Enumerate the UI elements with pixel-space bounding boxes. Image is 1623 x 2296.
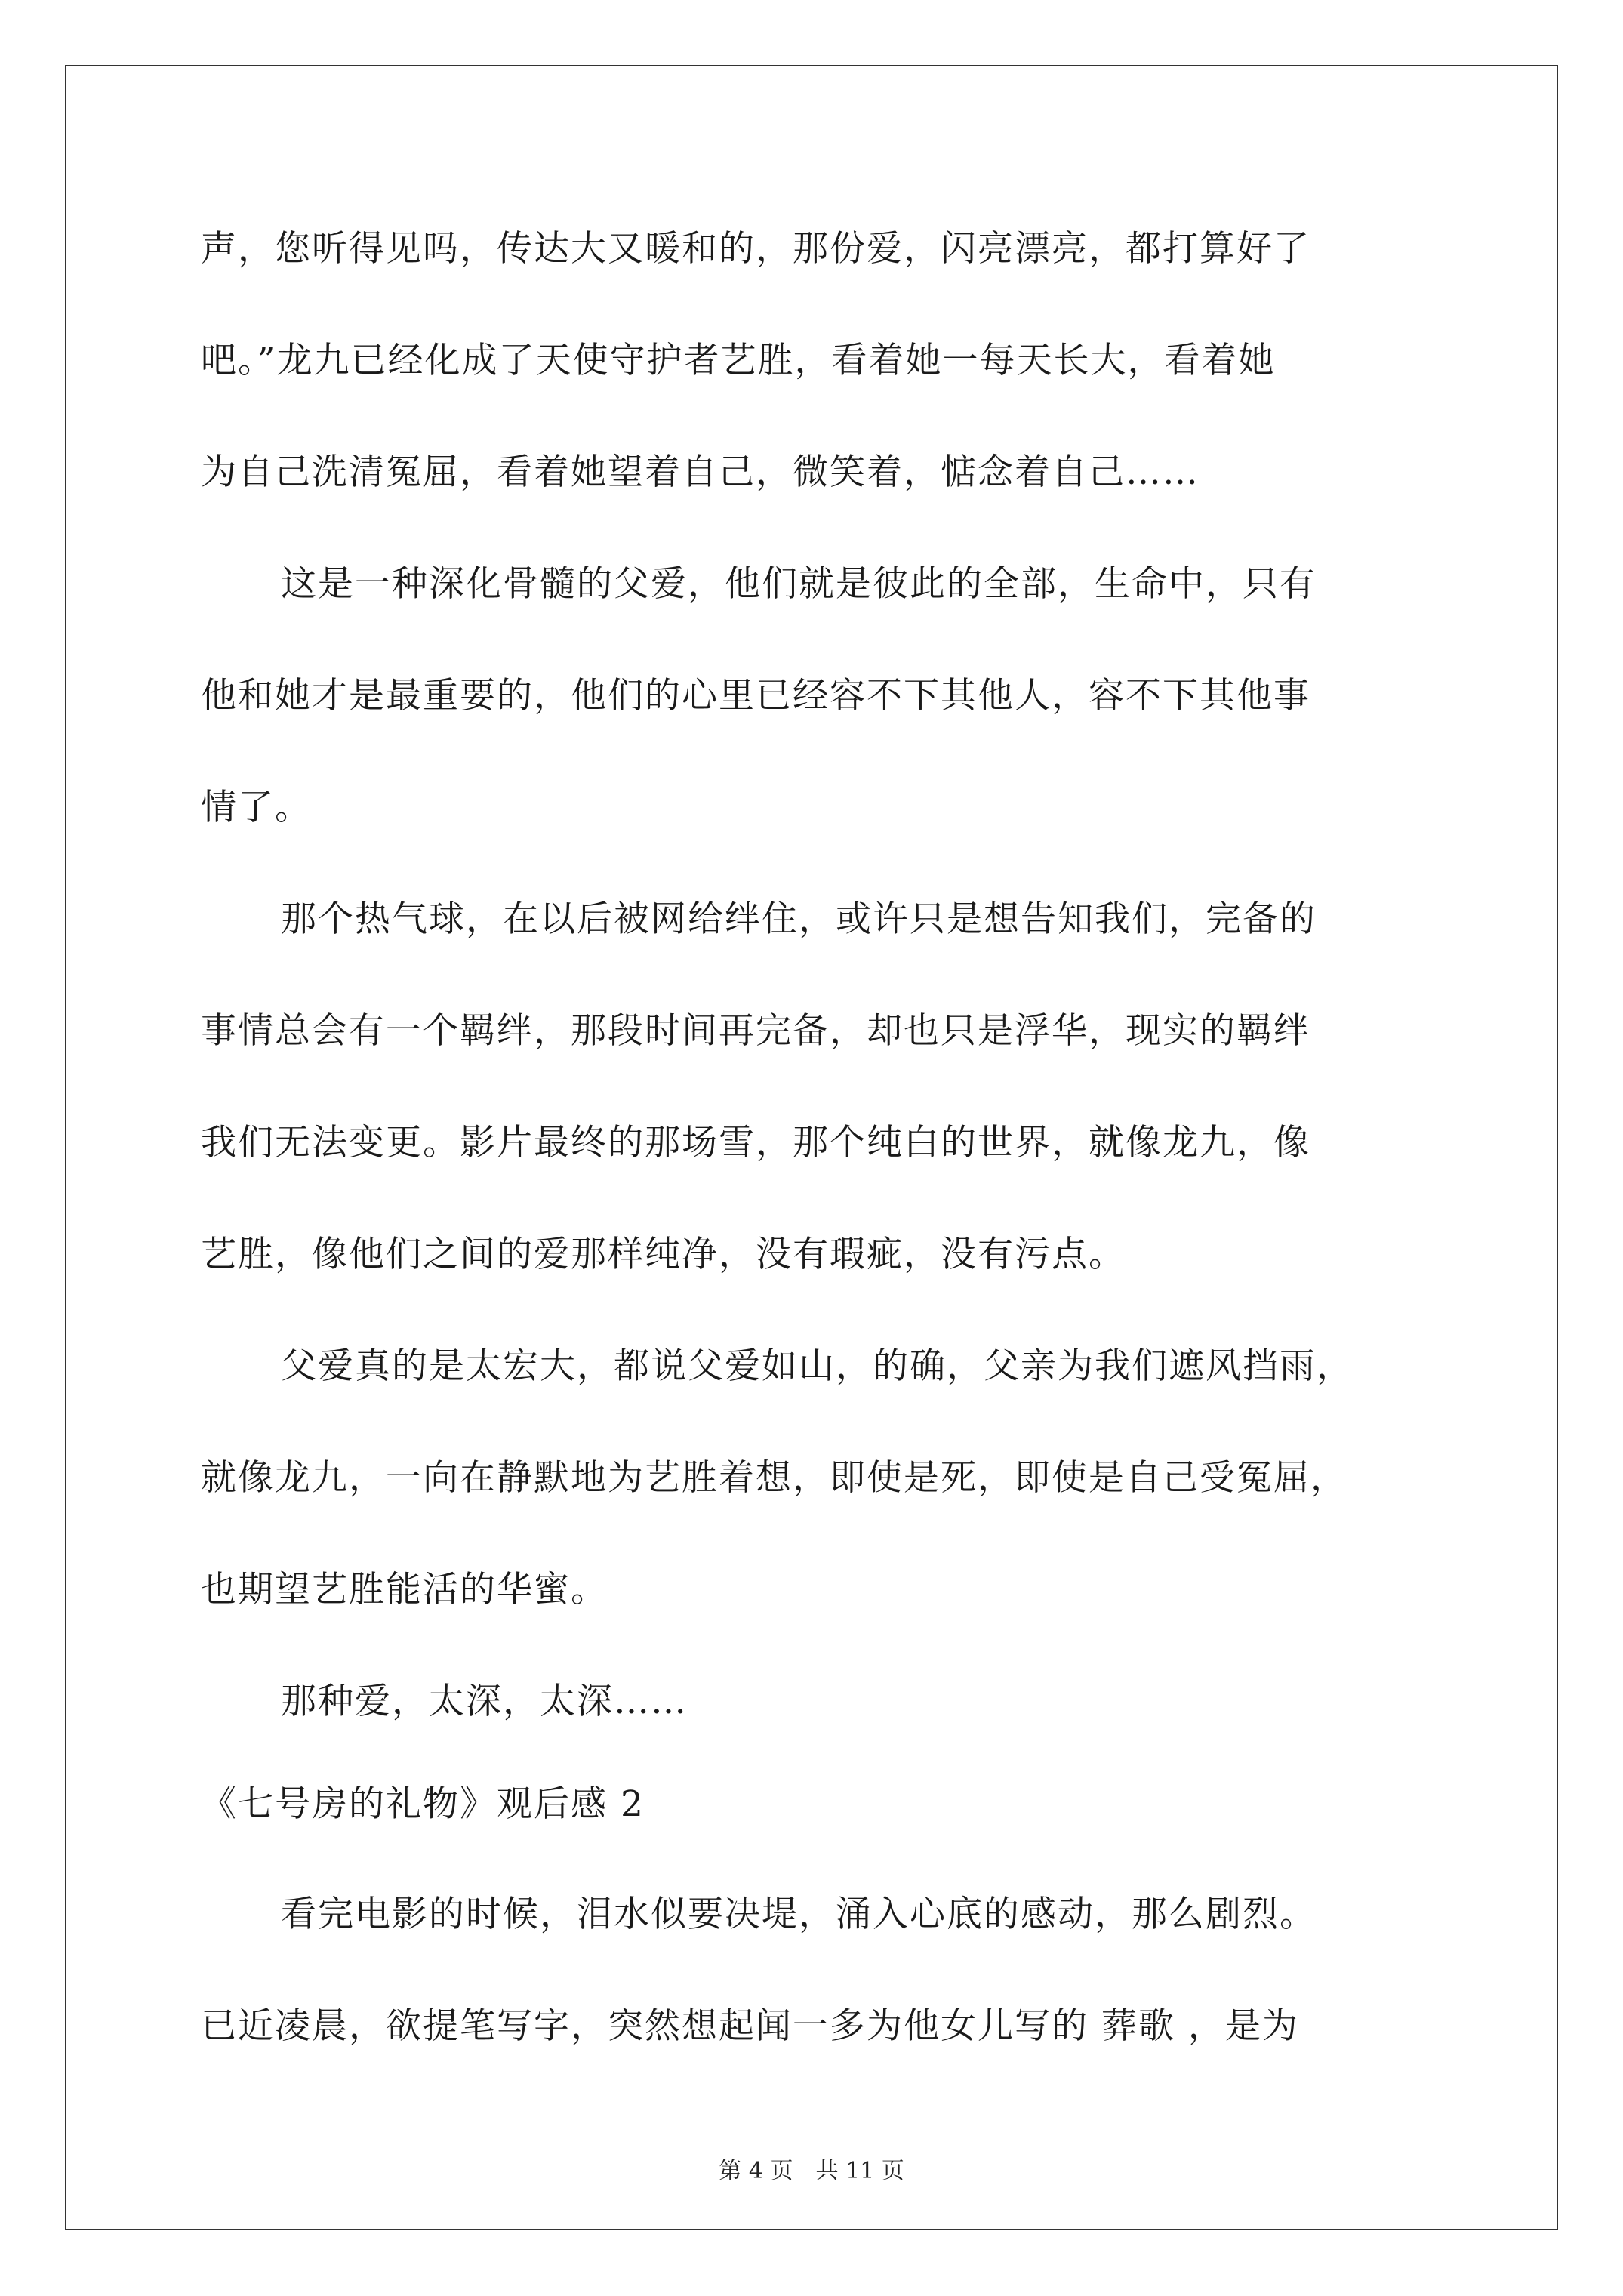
text-line: 为自己洗清冤屈，看着她望着自己，微笑着，惦念着自己…… (201, 451, 1200, 493)
paragraph-start-line: 那个热气球，在以后被网给绊住，或许只是想告知我们，完备的 (281, 898, 1317, 940)
text-line: 他和她才是最重要的，他们的心里已经容不下其他人，容不下其他事 (201, 675, 1310, 717)
page-total: 共 11 页 (815, 2158, 904, 2184)
page-number: 第 4 页 (719, 2158, 793, 2184)
text-line: 情了。 (201, 787, 312, 828)
text-line: 也期望艺胜能活的华蜜。 (201, 1569, 608, 1610)
text-line: 我们无法变更。影片最终的那场雪，那个纯白的世界，就像龙九，像 (201, 1122, 1310, 1163)
paragraph-start-line: 看完电影的时候，泪水似要决堤，涌入心底的感动，那么剧烈。 (281, 1894, 1317, 1935)
section-heading: 《七号房的礼物》观后感 2 (201, 1783, 645, 1825)
paragraph-start-line: 这是一种深化骨髓的父爱，他们就是彼此的全部，生命中，只有 (281, 563, 1317, 605)
paragraph-start-line: 那种爱，太深，太深…… (281, 1681, 688, 1722)
paragraph-start-line: 父爱真的是太宏大，都说父爱如山，的确，父亲为我们遮风挡雨， (281, 1345, 1354, 1387)
page-footer (0, 2156, 1623, 2187)
text-line: 吧。”龙九已经化成了天使守护者艺胜，看着她一每天长大，看着她 (201, 340, 1276, 381)
text-line: 事情总会有一个羁绊，那段时间再完备，却也只是浮华，现实的羁绊 (201, 1010, 1310, 1052)
text-line: 就像龙九，一向在静默地为艺胜着想，即使是死，即使是自己受冤屈， (201, 1457, 1347, 1499)
text-line: 艺胜，像他们之间的爱那样纯净，没有瑕疵，没有污点。 (201, 1234, 1126, 1275)
text-line: 已近凌晨，欲提笔写字，突然想起闻一多为他女儿写的 葬歌 ，是为 (201, 2005, 1299, 2047)
text-line: 声，您听得见吗，传达大又暖和的，那份爱，闪亮漂亮，都打算好了 (201, 228, 1310, 270)
